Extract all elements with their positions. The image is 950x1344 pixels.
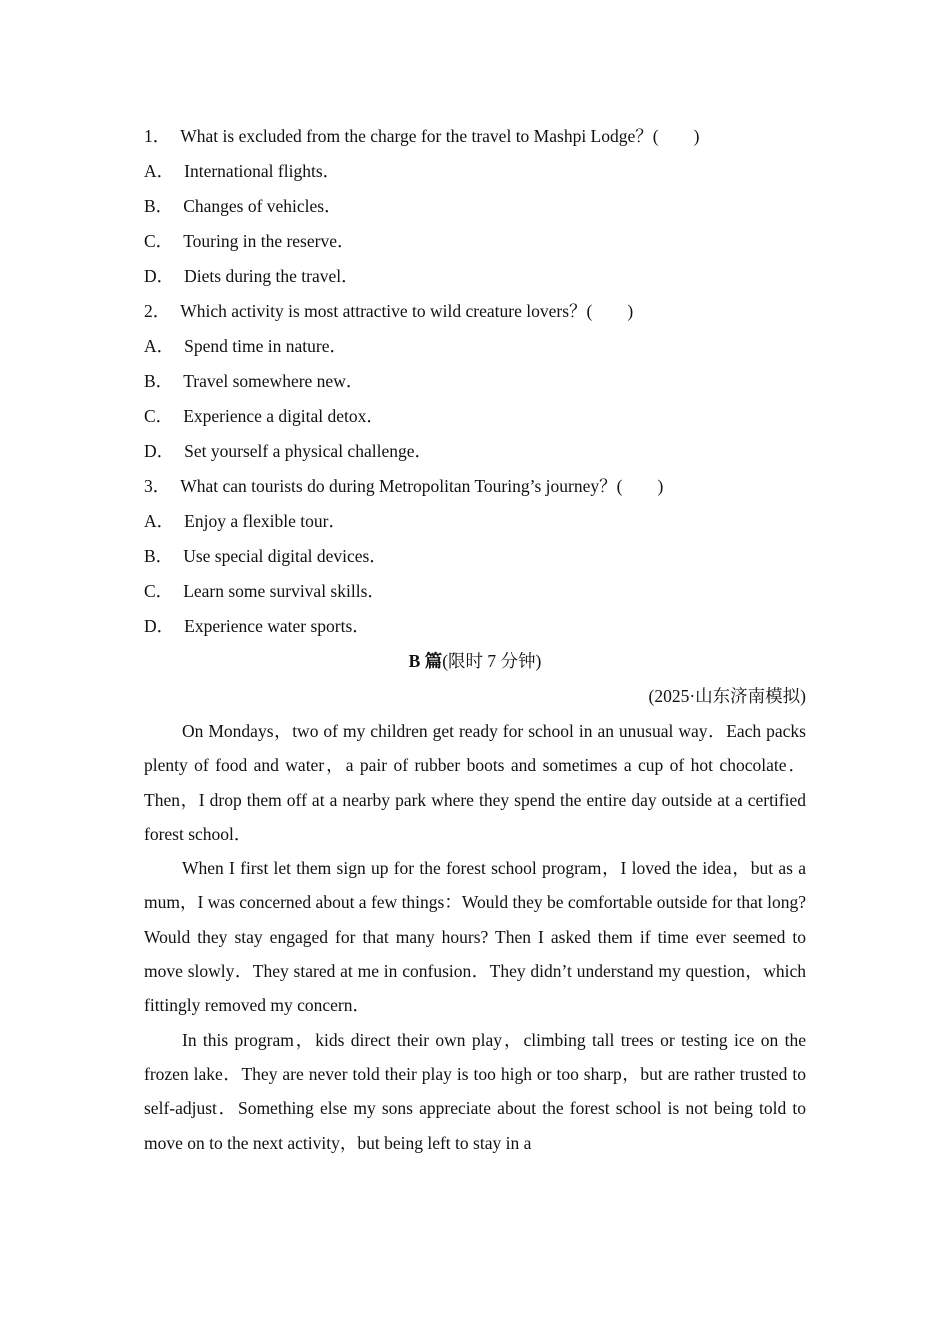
option-2d: [144, 434, 806, 469]
option-1d: [144, 259, 806, 294]
option-2b: [144, 364, 806, 399]
option-letter: D．: [144, 266, 175, 286]
option-letter: B．: [144, 196, 174, 216]
option-3a: [144, 504, 806, 539]
section-title-bold: B 篇: [408, 651, 443, 671]
option-text: International flights．: [184, 161, 341, 181]
option-text: Travel somewhere new．: [183, 371, 364, 391]
question-3: [144, 469, 806, 504]
question-number: 3．: [144, 476, 171, 496]
source-note: (2025·山东济南模拟): [648, 686, 806, 706]
section-title: [144, 644, 806, 679]
question-number: 2．: [144, 301, 171, 321]
option-1a: [144, 154, 806, 189]
option-text: Set yourself a physical challenge．: [184, 441, 432, 461]
question-text: What is excluded from the charge for the travel to Mashpi Lodge？( ): [180, 126, 700, 146]
option-letter: B．: [144, 546, 174, 566]
option-text: Learn some survival skills．: [183, 581, 385, 601]
option-text: Diets during the travel．: [184, 266, 359, 286]
option-1c: [144, 224, 806, 259]
option-text: Experience a digital detox．: [183, 406, 384, 426]
option-letter: C．: [144, 406, 174, 426]
option-text: Changes of vehicles．: [183, 196, 342, 216]
option-3c: [144, 574, 806, 609]
passage-paragraph-2: When I first let them sign up for the forest school program，I loved the idea，but as a mum，I was concerned about a few things：Would they be comfortable outside for that long? Would they stay engaged for that many hours? Then I asked them if time ever seemed to move slowly．They stared at me in confusion．They didn’t understand my question，which fittingly removed my concern．: [144, 858, 806, 1016]
option-letter: C．: [144, 231, 174, 251]
question-1: [144, 119, 806, 154]
option-letter: A．: [144, 336, 175, 356]
option-text: Use special digital devices．: [183, 546, 387, 566]
option-letter: D．: [144, 616, 175, 636]
option-text: Touring in the reserve．: [183, 231, 355, 251]
document-content: [144, 119, 806, 1160]
question-2: [144, 294, 806, 329]
option-text: Enjoy a flexible tour．: [184, 511, 346, 531]
option-3b: [144, 539, 806, 574]
option-letter: A．: [144, 511, 175, 531]
option-3d: [144, 609, 806, 644]
question-number: 1．: [144, 126, 171, 146]
option-2c: [144, 399, 806, 434]
passage-paragraph-3: In this program，kids direct their own play，climbing tall trees or testing ice on the frozen lake．They are never told their play is too high or too sharp，but are rather trusted to self-adjust．Something else my sons appreciate about the forest school is not being told to move on to the next activity，but being left to stay in a: [144, 1029, 806, 1153]
option-text: Experience water sports．: [184, 616, 370, 636]
option-letter: D．: [144, 441, 175, 461]
question-text: What can tourists do during Metropolitan Touring’s journey？( ): [180, 476, 664, 496]
section-time-limit: (限时 7 分钟): [442, 651, 542, 671]
option-letter: C．: [144, 581, 174, 601]
option-letter: B．: [144, 371, 174, 391]
question-text: Which activity is most attractive to wild creature lovers？( ): [180, 301, 634, 321]
option-1b: [144, 189, 806, 224]
option-2a: [144, 329, 806, 364]
option-letter: A．: [144, 161, 175, 181]
option-text: Spend time in nature．: [184, 336, 347, 356]
passage-paragraph-1: On Mondays，two of my children get ready for school in an unusual way．Each packs plenty of food and water，a pair of rubber boots and sometimes a cup of hot chocolate．Then，I drop them off at a nearby park where they spend the entire day outside at a certified forest school．: [144, 721, 806, 844]
